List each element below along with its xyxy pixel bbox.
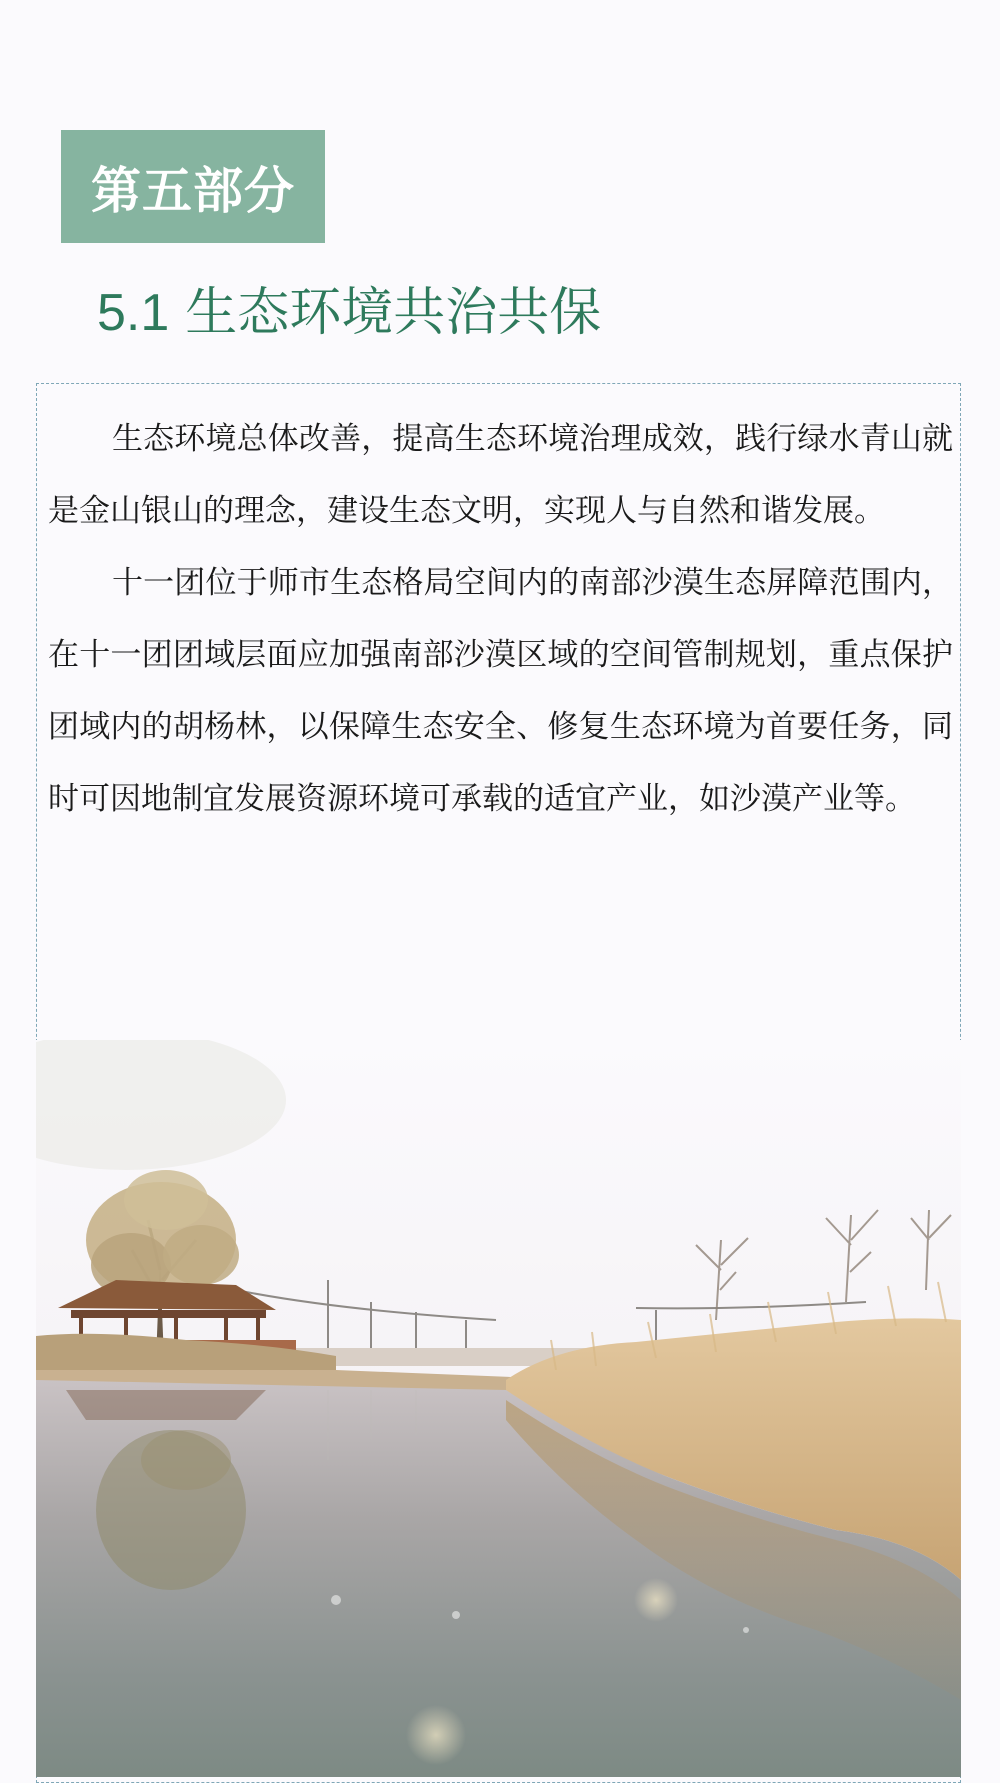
- section-badge-label: 第五部分: [91, 161, 295, 220]
- section-number: 5.1: [97, 284, 170, 342]
- section-title-text: 生态环境共治共保: [185, 283, 602, 343]
- section-badge: [61, 130, 325, 243]
- river-reed-scene: [36, 1040, 961, 1777]
- body-text: [48, 403, 953, 835]
- landscape-photo: [36, 1040, 961, 1777]
- section-title: [97, 270, 601, 345]
- paragraph-2: 十一团位于师市生态格局空间内的南部沙漠生态屏障范围内，在十一团团域层面应加强南部沙漠区域的空间管制规划，重点保护团域内的胡杨林，以保障生态安全、修复生态环境为首要任务，同时可因地制宜发展资源环境可承载的适宜产业，如沙漠产业等。: [48, 565, 953, 817]
- paragraph-1: 生态环境总体改善，提高生态环境治理成效，践行绿水青山就是金山银山的理念，建设生态文明，实现人与自然和谐发展。: [48, 421, 953, 529]
